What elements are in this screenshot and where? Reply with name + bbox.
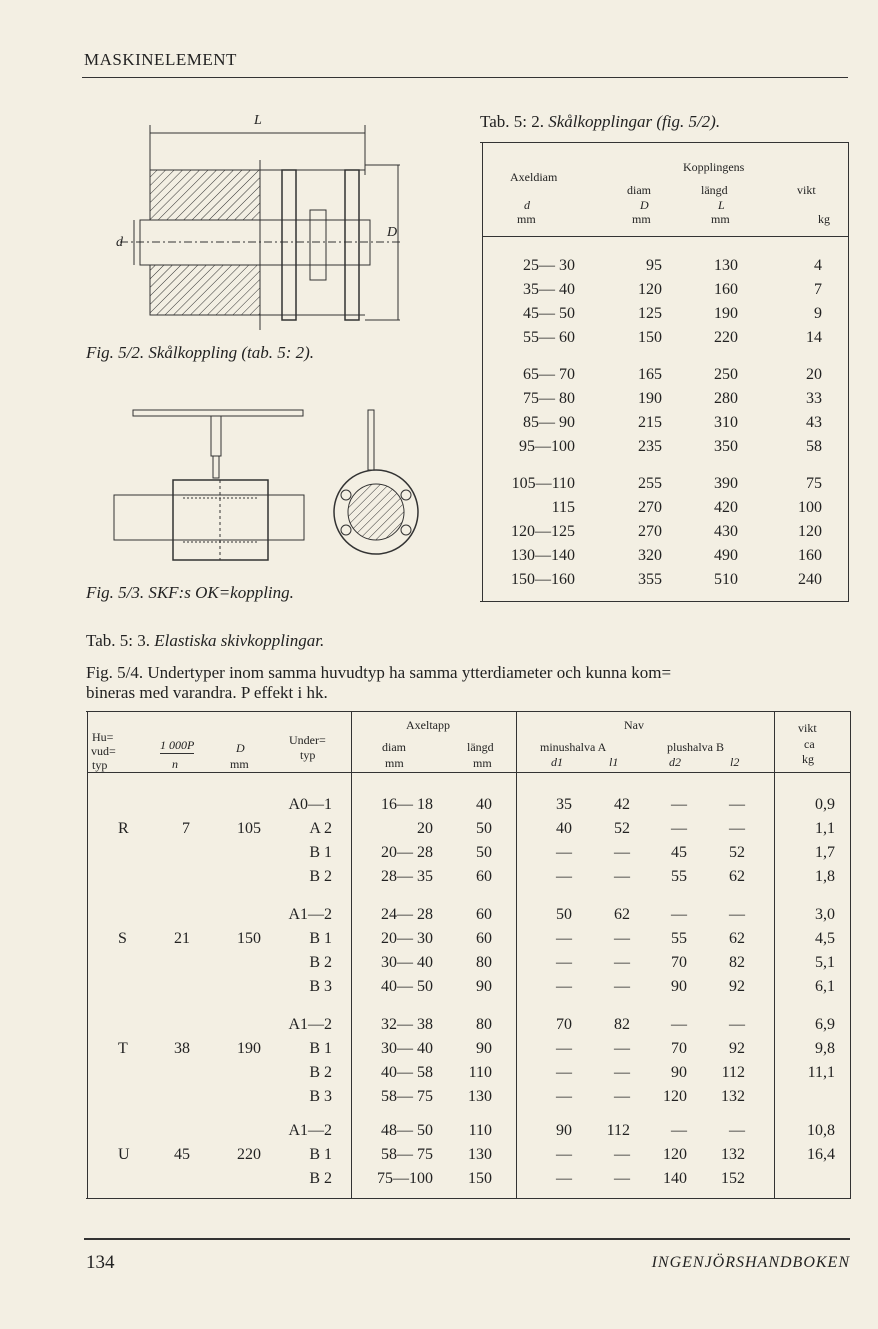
t2-g2-r1-c0: B 1	[309, 1040, 332, 1057]
t2-g1-r1-c6: 62	[729, 930, 745, 947]
t2-right-border	[850, 711, 851, 1199]
t2-left-border	[87, 711, 88, 1199]
t1-cell-r8-c2: 390	[714, 475, 738, 492]
t2-h-mm: mm	[230, 757, 249, 771]
t2-g0-r1-c3: 40	[556, 820, 572, 837]
t2-g0-r0-c2: 40	[476, 796, 492, 813]
t2-g1-r0-c7: 3,0	[815, 906, 835, 923]
t2-g1-r0-c3: 50	[556, 906, 572, 923]
t2-h-ax-mm2: mm	[473, 756, 492, 770]
t2-g2-r2-c1: 40— 58	[381, 1064, 433, 1081]
t1-cell-r6-c3: 43	[806, 414, 822, 431]
t2-g3-r0-c5: —	[671, 1122, 687, 1139]
t1-cell-r10-c1: 270	[638, 523, 662, 540]
t2-g0-r2-c2: 50	[476, 844, 492, 861]
tab-5-2-title-text: Skålkopplingar (fig. 5/2).	[548, 112, 721, 131]
t2-g1-r0-c2: 60	[476, 906, 492, 923]
t2-g0-r3-c5: 55	[671, 868, 687, 885]
t2-g1-r1-c3: —	[556, 930, 572, 947]
t2-g0-r0-c1: 16— 18	[381, 796, 433, 813]
t2-g1-r1-c7: 4,5	[815, 930, 835, 947]
t2-g1-r3-c3: —	[556, 978, 572, 995]
t2-g2-r2-c2: 110	[468, 1064, 492, 1081]
t2-g0-r3-c3: —	[556, 868, 572, 885]
t1-h-langd: längd	[701, 183, 728, 197]
t2-g1-r1-c5: 55	[671, 930, 687, 947]
t2-h-nav: Nav	[624, 718, 644, 732]
t1-cell-r12-c0: 150—160	[511, 571, 575, 588]
t2-g2-r2-c5: 90	[671, 1064, 687, 1081]
t1-h-axeldiam: Axeldiam	[510, 170, 558, 184]
t1-cell-r0-c0: 25— 30	[523, 257, 575, 274]
t2-g1-r0-c4: 62	[614, 906, 630, 923]
t2-g2-r0-c3: 70	[556, 1016, 572, 1033]
t1-h-kg: kg	[818, 212, 830, 226]
t2-g2-r3-c1: 58— 75	[381, 1088, 433, 1105]
t2-g3-r1-c1: 58— 75	[381, 1146, 433, 1163]
fig-5-3-caption: Fig. 5/3. SKF:s OK=koppling.	[86, 583, 294, 602]
t2-h-axeltapp: Axeltapp	[406, 718, 450, 732]
t2-g2-r1-c1: 30— 40	[381, 1040, 433, 1057]
t2-g2-r0-c6: —	[729, 1016, 745, 1033]
t2-h-d1: d1	[551, 755, 563, 769]
t1-cell-r3-c3: 14	[806, 329, 822, 346]
t2-g3-r0-c7: 10,8	[807, 1122, 835, 1139]
t1-cell-r4-c0: 65— 70	[523, 366, 575, 383]
t2-h-ax-mm1: mm	[385, 756, 404, 770]
t1-h-diam: diam	[627, 183, 651, 197]
t2-g0-r1-c6: —	[729, 820, 745, 837]
t2-g0-r2-c5: 45	[671, 844, 687, 861]
t1-header-rule	[482, 236, 848, 237]
t2-g1-r1-c2: 60	[476, 930, 492, 947]
t2-g3-r2-c6: 152	[721, 1170, 745, 1187]
t2-g0-r1-c4: 52	[614, 820, 630, 837]
t1-cell-r12-c3: 240	[798, 571, 822, 588]
t1-cell-r1-c1: 120	[638, 281, 662, 298]
t2-g0-r1-c1: 20	[417, 820, 433, 837]
t2-g0-r2-c1: 20— 28	[381, 844, 433, 861]
t2-g0-r0-c4: 42	[614, 796, 630, 813]
t2-g3-r0-c4: 112	[606, 1122, 630, 1139]
t2-g2-D: 190	[237, 1040, 261, 1057]
t2-g3-r0-c3: 90	[556, 1122, 572, 1139]
t2-g3-r1-c0: B 1	[309, 1146, 332, 1163]
t2-g3-r2-c3: —	[556, 1170, 572, 1187]
t2-g2-r0-c1: 32— 38	[381, 1016, 433, 1033]
t1-cell-r3-c1: 150	[638, 329, 662, 346]
t2-g0-r3-c1: 28— 35	[381, 868, 433, 885]
t2-sep-axeltapp	[351, 711, 352, 1199]
tab-5-3-title-text: Elastiska skivkopplingar.	[154, 631, 325, 650]
t2-g2-r3-c4: —	[614, 1088, 630, 1105]
t1-cell-r6-c2: 310	[714, 414, 738, 431]
t2-g3-r0-c0: A1—2	[288, 1122, 332, 1139]
t1-cell-r0-c2: 130	[714, 257, 738, 274]
t2-g1-r2-c6: 82	[729, 954, 745, 971]
t2-g2-r3-c3: —	[556, 1088, 572, 1105]
t1-top-rule	[480, 142, 848, 143]
t2-h-diam: diam	[382, 740, 406, 754]
t1-cell-r0-c3: 4	[814, 257, 822, 274]
t2-g3-p: 45	[174, 1146, 190, 1163]
t2-h-langd: längd	[467, 740, 494, 754]
t1-h-vikt: vikt	[797, 183, 816, 197]
tab-5-3-title	[86, 631, 324, 651]
t2-g1-r2-c3: —	[556, 954, 572, 971]
t2-sep-vikt	[774, 711, 775, 1199]
t2-g1-r3-c6: 92	[729, 978, 745, 995]
t1-cell-r5-c2: 280	[714, 390, 738, 407]
t2-g2-r2-c4: —	[614, 1064, 630, 1081]
t2-g1-r1-c1: 20— 30	[381, 930, 433, 947]
t2-h-vikt: vikt	[798, 721, 817, 735]
t1-cell-r8-c3: 75	[806, 475, 822, 492]
t1-cell-r1-c0: 35— 40	[523, 281, 575, 298]
t2-g3-r0-c6: —	[729, 1122, 745, 1139]
tab-5-2-title-prefix: Tab. 5: 2.	[480, 112, 544, 131]
t2-g1-r0-c0: A1—2	[288, 906, 332, 923]
t1-cell-r11-c1: 320	[638, 547, 662, 564]
t2-g2-r1-c4: —	[614, 1040, 630, 1057]
t2-g2-r0-c5: —	[671, 1016, 687, 1033]
t2-g2-p: 38	[174, 1040, 190, 1057]
t1-cell-r10-c3: 120	[798, 523, 822, 540]
t2-g2-r2-c3: —	[556, 1064, 572, 1081]
t2-h-p: 1 000P	[160, 738, 195, 752]
t1-cell-r5-c3: 33	[806, 390, 822, 407]
t2-g2-r2-c6: 112	[721, 1064, 745, 1081]
t2-g1-r2-c0: B 2	[309, 954, 332, 971]
t2-h-hu: Hu=	[92, 730, 114, 744]
header-rule	[82, 77, 848, 78]
t1-cell-r8-c1: 255	[638, 475, 662, 492]
t1-cell-r2-c0: 45— 50	[523, 305, 575, 322]
t2-g3-r1-c4: —	[614, 1146, 630, 1163]
t2-g1-p: 21	[174, 930, 190, 947]
t2-g0-D: 105	[237, 820, 261, 837]
t2-h-under-typ: typ	[300, 748, 316, 762]
t2-g2-r0-c7: 6,9	[815, 1016, 835, 1033]
t1-cell-r2-c3: 9	[814, 305, 822, 322]
t2-g2-r3-c0: B 3	[309, 1088, 332, 1105]
t2-g0-typ: R	[118, 820, 129, 837]
t2-g0-r3-c0: B 2	[309, 868, 332, 885]
t1-cell-r12-c2: 510	[714, 571, 738, 588]
t1-cell-r7-c0: 95—100	[519, 438, 575, 455]
page-number: 134	[86, 1252, 115, 1273]
t2-g2-r1-c7: 9,8	[815, 1040, 835, 1057]
t1-h-kopplingens: Kopplingens	[683, 160, 745, 174]
t2-g3-r1-c3: —	[556, 1146, 572, 1163]
footer-rule	[84, 1238, 850, 1240]
t2-g1-r3-c7: 6,1	[815, 978, 835, 995]
t2-g2-r3-c2: 130	[468, 1088, 492, 1105]
t1-cell-r2-c2: 190	[714, 305, 738, 322]
book-title: INGENJÖRSHANDBOKEN	[651, 1254, 850, 1271]
t2-g0-r3-c2: 60	[476, 868, 492, 885]
t1-cell-r11-c0: 130—140	[511, 547, 575, 564]
t2-g1-r0-c1: 24— 28	[381, 906, 433, 923]
t2-g1-r2-c1: 30— 40	[381, 954, 433, 971]
t2-g0-r0-c0: A0—1	[288, 796, 332, 813]
t2-h-plushalva: plushalva B	[667, 740, 724, 754]
t1-h-L: L	[718, 198, 725, 212]
t1-cell-r4-c2: 250	[714, 366, 738, 383]
t1-cell-r9-c2: 420	[714, 499, 738, 516]
t2-h-vud: vud=	[91, 744, 116, 758]
t1-cell-r0-c1: 95	[646, 257, 662, 274]
t2-g3-r2-c5: 140	[663, 1170, 687, 1187]
running-head: MASKINELEMENT	[84, 50, 237, 69]
t2-h-l1: l1	[609, 755, 619, 769]
t2-g2-r1-c5: 70	[671, 1040, 687, 1057]
t2-header-rule	[87, 772, 850, 773]
t2-g1-r2-c5: 70	[671, 954, 687, 971]
t2-g3-r2-c0: B 2	[309, 1170, 332, 1187]
tab-5-3-note-line2: bineras med varandra. P effekt i hk.	[86, 683, 328, 702]
t2-g1-r1-c4: —	[614, 930, 630, 947]
t2-g0-r3-c4: —	[614, 868, 630, 885]
t2-g1-r2-c2: 80	[476, 954, 492, 971]
t2-h-minushalva: minushalva A	[540, 740, 607, 754]
t1-cell-r1-c2: 160	[714, 281, 738, 298]
t2-g0-r0-c7: 0,9	[815, 796, 835, 813]
t2-g3-r0-c1: 48— 50	[381, 1122, 433, 1139]
t2-g2-r1-c6: 92	[729, 1040, 745, 1057]
t2-g3-D: 220	[237, 1146, 261, 1163]
t1-h-mm1: mm	[517, 212, 536, 226]
t1-cell-r7-c3: 58	[806, 438, 822, 455]
t2-g1-r3-c4: —	[614, 978, 630, 995]
t2-g1-r0-c6: —	[729, 906, 745, 923]
t2-top-rule	[86, 711, 850, 712]
t2-g0-r2-c3: —	[556, 844, 572, 861]
t2-g1-r3-c1: 40— 50	[381, 978, 433, 995]
t2-g2-r1-c2: 90	[476, 1040, 492, 1057]
t1-h-d: d	[524, 198, 530, 212]
t1-cell-r9-c1: 270	[638, 499, 662, 516]
t1-cell-r3-c0: 55— 60	[523, 329, 575, 346]
t2-h-D: D	[236, 741, 245, 755]
t2-g0-r2-c0: B 1	[309, 844, 332, 861]
t2-g0-r3-c7: 1,8	[815, 868, 835, 885]
fig-5-3-drawing	[108, 400, 438, 570]
t1-cell-r11-c2: 490	[714, 547, 738, 564]
t2-g3-r2-c1: 75—100	[377, 1170, 433, 1187]
t2-g3-r1-c6: 132	[721, 1146, 745, 1163]
t2-g1-D: 150	[237, 930, 261, 947]
t1-right-border	[848, 142, 849, 602]
t2-g2-r2-c7: 11,1	[807, 1064, 835, 1081]
t2-g0-r1-c7: 1,1	[815, 820, 835, 837]
t2-h-n: n	[172, 757, 178, 771]
t1-cell-r2-c1: 125	[638, 305, 662, 322]
t1-cell-r9-c3: 100	[798, 499, 822, 516]
t2-g3-r0-c2: 110	[468, 1122, 492, 1139]
t2-g1-typ: S	[118, 930, 127, 947]
t1-cell-r10-c0: 120—125	[511, 523, 575, 540]
t2-h-typ: typ	[92, 758, 108, 772]
t1-cell-r3-c2: 220	[714, 329, 738, 346]
t1-h-mm2: mm	[632, 212, 651, 226]
t1-left-border	[482, 142, 483, 602]
t2-bottom-rule	[86, 1198, 850, 1199]
t2-g0-r2-c4: —	[614, 844, 630, 861]
t2-g2-typ: T	[118, 1040, 128, 1057]
t2-h-d2: d2	[669, 755, 681, 769]
t1-bottom-rule	[480, 601, 848, 602]
t2-h-l2: l2	[730, 755, 740, 769]
t2-h-under: Under=	[289, 733, 326, 747]
t2-g2-r0-c4: 82	[614, 1016, 630, 1033]
t1-cell-r9-c0: 115	[551, 499, 575, 516]
t2-h-kg: kg	[802, 752, 814, 766]
fig-5-2-label-D: D	[387, 225, 398, 240]
t2-g0-r1-c2: 50	[476, 820, 492, 837]
t2-g3-r2-c4: —	[614, 1170, 630, 1187]
t2-sep-nav	[516, 711, 517, 1199]
t1-h-D: D	[640, 198, 649, 212]
t1-cell-r6-c0: 85— 90	[523, 414, 575, 431]
t2-g0-r1-c5: —	[671, 820, 687, 837]
t1-h-mm3: mm	[711, 212, 730, 226]
t2-g0-r0-c3: 35	[556, 796, 572, 813]
t1-cell-r1-c3: 7	[814, 281, 822, 298]
t2-g2-r3-c6: 132	[721, 1088, 745, 1105]
t2-g0-r1-c0: A 2	[309, 820, 332, 837]
fig-5-2-label-L: L	[254, 113, 262, 128]
t1-cell-r7-c2: 350	[714, 438, 738, 455]
t2-g1-r3-c2: 90	[476, 978, 492, 995]
fig-5-2-caption: Fig. 5/2. Skålkoppling (tab. 5: 2).	[86, 343, 315, 362]
t2-g3-r1-c5: 120	[663, 1146, 687, 1163]
t2-g1-r2-c4: —	[614, 954, 630, 971]
t2-g3-r1-c7: 16,4	[807, 1146, 835, 1163]
t2-g0-r2-c7: 1,7	[815, 844, 835, 861]
t2-g1-r3-c5: 90	[671, 978, 687, 995]
t1-cell-r10-c2: 430	[714, 523, 738, 540]
t1-cell-r7-c1: 235	[638, 438, 662, 455]
t2-g0-r0-c5: —	[671, 796, 687, 813]
t2-g2-r3-c5: 120	[663, 1088, 687, 1105]
t2-g1-r2-c7: 5,1	[815, 954, 835, 971]
t2-g3-r2-c2: 150	[468, 1170, 492, 1187]
t1-cell-r4-c3: 20	[806, 366, 822, 383]
tab-5-3-note-line1: Fig. 5/4. Undertyper inom samma huvudtyp ha samma ytterdiameter och kunna kom=	[86, 663, 672, 682]
t2-g3-r1-c2: 130	[468, 1146, 492, 1163]
t1-cell-r8-c0: 105—110	[511, 475, 575, 492]
tab-5-2-title	[480, 112, 720, 132]
t2-g1-r0-c5: —	[671, 906, 687, 923]
t1-cell-r4-c1: 165	[638, 366, 662, 383]
t1-cell-r11-c3: 160	[798, 547, 822, 564]
t2-g0-r0-c6: —	[729, 796, 745, 813]
t1-cell-r5-c0: 75— 80	[523, 390, 575, 407]
t2-g0-r3-c6: 62	[729, 868, 745, 885]
t2-g1-r3-c0: B 3	[309, 978, 332, 995]
t2-g0-r2-c6: 52	[729, 844, 745, 861]
fig-5-2-drawing	[110, 115, 410, 345]
tab-5-3-title-prefix: Tab. 5: 3.	[86, 631, 150, 650]
t2-g0-p: 7	[182, 820, 190, 837]
t2-g2-r1-c3: —	[556, 1040, 572, 1057]
t2-g1-r1-c0: B 1	[309, 930, 332, 947]
t2-g2-r2-c0: B 2	[309, 1064, 332, 1081]
t1-cell-r5-c1: 190	[638, 390, 662, 407]
t1-cell-r6-c1: 215	[638, 414, 662, 431]
t2-h-ca: ca	[804, 737, 815, 751]
fig-5-2-label-d: d	[116, 235, 123, 250]
t2-g2-r0-c2: 80	[476, 1016, 492, 1033]
t1-cell-r12-c1: 355	[638, 571, 662, 588]
t2-g3-typ: U	[118, 1146, 130, 1163]
t2-g2-r0-c0: A1—2	[288, 1016, 332, 1033]
